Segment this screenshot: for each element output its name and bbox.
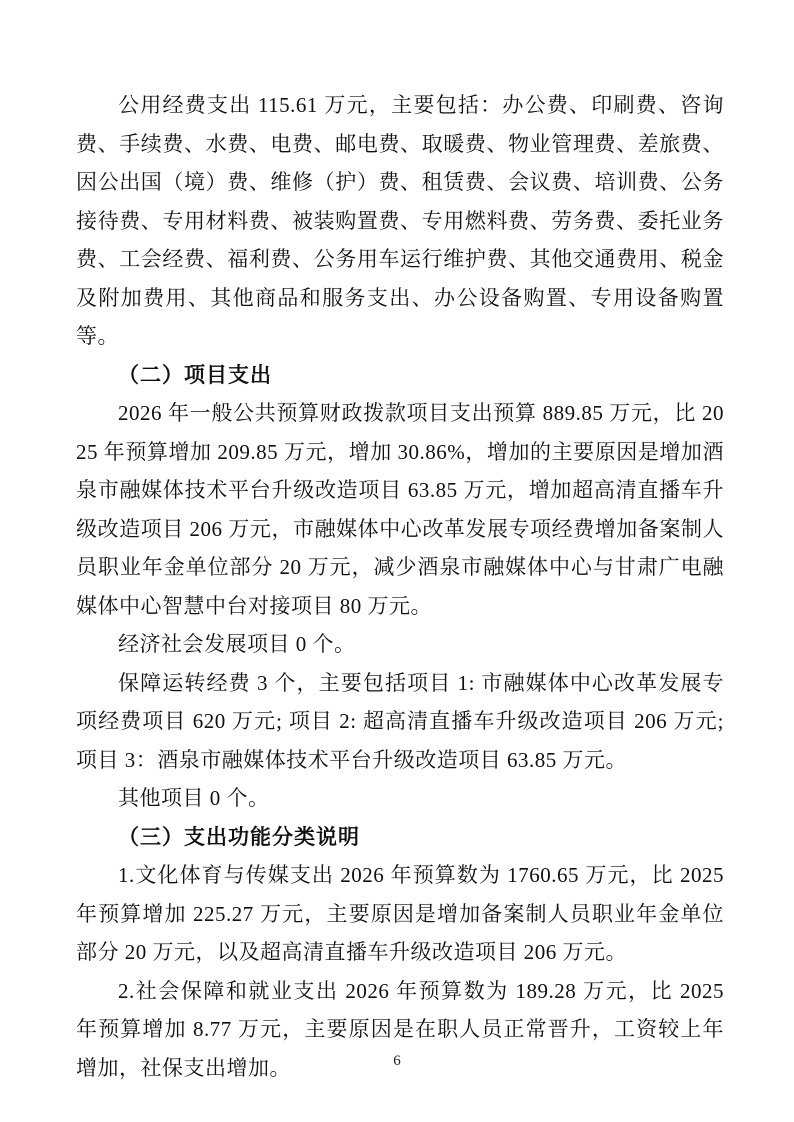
paragraph-public-expense: 公用经费支出 115.61 万元，主要包括：办公费、印刷费、咨询费、手续费、水费、电费、邮电费、取暖费、物业管理费、差旅费、因公出国（境）费、维修（护）费、租赁费、会议费、培训费、公务接待费、专用材料费、被装购置费、专用燃料费、劳务费、委托业务费、工会经费、福利费、公务用车运行维护费、其他交通费用、税金及附加费用、其他商品和服务支出、办公设备购置、专用设备购置等。 bbox=[76, 93, 724, 348]
paragraph-social-security-employment: 2.社会保障和就业支出 2026 年预算数为 189.28 万元，比 2025 年预算增加 8.77 万元，主要原因是在职人员正常晋升，工资较上年增加，社保支出增加。 bbox=[76, 978, 724, 1080]
section-heading-project-expenditure: （二）项目支出 bbox=[118, 362, 272, 387]
paragraph-operation-guarantee-funds: 保障运转经费 3 个，主要包括项目 1: 市融媒体中心改革发展专项经费项目 620 万元; 项目 2: 超高清直播车升级改造项目 206 万元; 项目 3：酒泉市融媒体技术平台升级改造项目 63.85 万元。 bbox=[76, 670, 724, 772]
paragraph-other-projects: 其他项目 0 个。 bbox=[118, 786, 270, 810]
paragraph-culture-sports-media: 1.文化体育与传媒支出 2026 年预算数为 1760.65 万元，比 2025 年预算增加 225.27 万元，主要原因是增加备案制人员职业年金单位部分 20 万元，以及超高清直播车升级改造项目 206 万元。 bbox=[76, 863, 724, 964]
document-content bbox=[76, 86, 724, 1087]
paragraph-project-budget: 2026 年一般公共预算财政拨款项目支出预算 889.85 万元，比 2025 年预算增加 209.85 万元，增加 30.86%，增加的主要原因是增加酒泉市融媒体技术平台升级改造项目 63.85 万元，增加超高清直播车升级改造项目 206 万元，市融媒体中心改革发展专项经费增加备案制人员职业年金单位部分 20 万元，减少酒泉市融媒体中心与甘肃广电融媒体中心智慧中台对接项目 80 万元。 bbox=[76, 401, 724, 618]
page-number: 6 bbox=[393, 1053, 401, 1069]
section-heading-expenditure-function-classification: （三）支出功能分类说明 bbox=[118, 824, 360, 849]
paragraph-economic-social-projects: 经济社会发展项目 0 个。 bbox=[118, 632, 356, 656]
